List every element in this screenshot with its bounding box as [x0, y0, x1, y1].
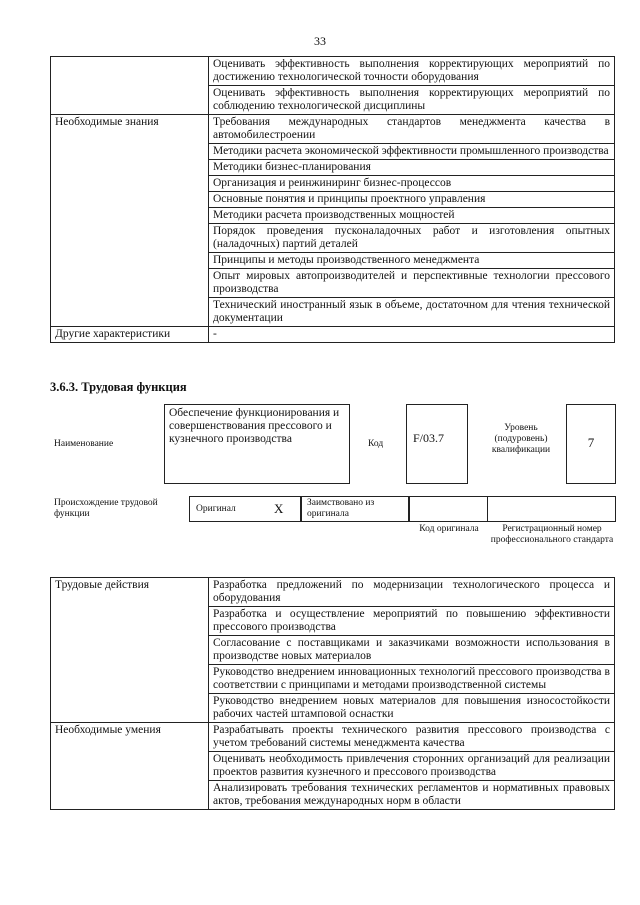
- reg-number-box: [487, 496, 616, 522]
- original-label: Оригинал: [196, 504, 236, 514]
- table-cell: Методики расчета производственных мощностей: [209, 208, 615, 224]
- original-code-box: [409, 496, 488, 522]
- row-label: Необходимые знания: [51, 115, 209, 327]
- row-label: Трудовые действия: [51, 578, 209, 723]
- level-value: 7: [587, 435, 595, 450]
- table-cell: Оценивать эффективность выполнения корректирующих мероприятий по достижению технологической точности оборудования: [209, 57, 615, 86]
- table-cell: Основные понятия и принципы проектного управления: [209, 192, 615, 208]
- function-name-box: [164, 404, 350, 484]
- original-box: [189, 496, 301, 522]
- table-cell: Согласование с поставщиками и заказчиками возможности использования в производстве новых материалов: [209, 636, 615, 665]
- level-box: [566, 404, 616, 484]
- borrowed-box: [301, 496, 409, 522]
- origin-label: Происхождение трудовой функции: [54, 498, 158, 519]
- table-cell: Руководство внедрением новых материалов для повышения износостойкости рабочих частей штамповой оснастки: [209, 694, 615, 723]
- row-label: Необходимые умения: [51, 723, 209, 810]
- reg-caption: Регистрационный номер профессионального стандарта: [490, 524, 614, 545]
- table-cell: Разработка и осуществление мероприятий по повышению эффективности прессового производства: [209, 607, 615, 636]
- table-row: [51, 723, 615, 752]
- code-value: F/03.7: [413, 431, 445, 445]
- code-label: Код: [368, 439, 384, 449]
- table-row: [51, 57, 615, 86]
- table-cell: Разрабатывать проекты технического развития прессового производства с учетом требований системы менеджмента качества: [209, 723, 615, 752]
- table-cell: Методики расчета экономической эффективности промышленного производства: [209, 144, 615, 160]
- name-label: Наименование: [54, 439, 114, 449]
- borrowed-label: Заимствовано из оригинала: [307, 498, 375, 519]
- table-cell: Оценивать необходимость привлечения сторонних организаций для реализации проектов развития кузнечного и прессового производства: [209, 752, 615, 781]
- table-cell: Методики бизнес-планирования: [209, 160, 615, 176]
- actions-table: [50, 577, 615, 810]
- knowledge-table: [50, 56, 615, 343]
- section-title: 3.6.3. Трудовая функция: [50, 380, 187, 394]
- table-cell: Оценивать эффективность выполнения корректирующих мероприятий по соблюдению технологической дисциплины: [209, 86, 615, 115]
- code-caption: Код оригинала: [419, 524, 479, 534]
- table-cell: Принципы и методы производственного менеджмента: [209, 253, 615, 269]
- table-cell: Опыт мировых автопроизводителей и перспективные технологии прессового производства: [209, 269, 615, 298]
- function-name: Обеспечение функционирования и совершенствования прессового и кузнечного производства: [169, 407, 340, 445]
- table-cell: -: [209, 327, 615, 343]
- table-cell: Технический иностранный язык в объеме, достаточном для чтения технической документации: [209, 298, 615, 327]
- table-cell: Порядок проведения пусконаладочных работ и изготовления опытных (наладочных) партий деталей: [209, 224, 615, 253]
- table-cell: Требования международных стандартов менеджмента качества в автомобилестроении: [209, 115, 615, 144]
- table-cell: Анализировать требования технических регламентов и нормативных правовых актов, требования международных норм в области: [209, 781, 615, 810]
- table-row: [51, 327, 615, 343]
- row-label: [51, 57, 209, 115]
- table-cell: Разработка предложений по модернизации технологического процесса и оборудования: [209, 578, 615, 607]
- code-box: [406, 404, 468, 484]
- table-cell: Руководство внедрением инновационных технологий прессового производства в соответствии с принципами и методами производственной системы: [209, 665, 615, 694]
- row-label: Другие характеристики: [51, 327, 209, 343]
- page-number: 33: [314, 34, 326, 48]
- table-row: [51, 578, 615, 607]
- level-label: Уровень (подуровень) квалификации: [491, 423, 551, 455]
- table-cell: Организация и реинжиниринг бизнес-процессов: [209, 176, 615, 192]
- original-mark: X: [274, 501, 284, 516]
- table-row: [51, 115, 615, 144]
